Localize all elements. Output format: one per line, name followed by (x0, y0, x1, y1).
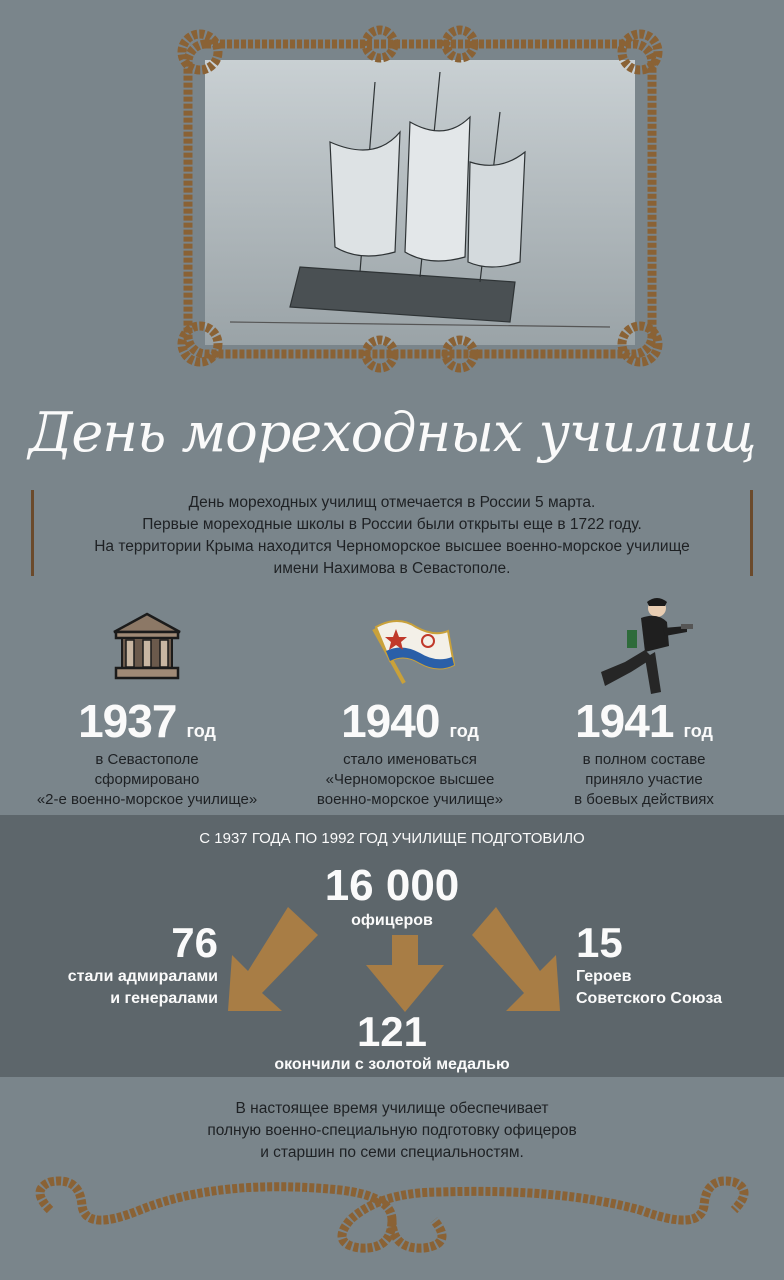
outro-line: и старшин по семи специальностям. (260, 1144, 524, 1161)
intro-line: День мореходных училищ отмечается в России 5 марта. (188, 494, 596, 511)
divider-left (31, 490, 34, 576)
stat-value: 16 000 (324, 861, 460, 910)
intro-line: На территории Крыма находится Черноморское высшее военно-морское училище (94, 538, 690, 555)
stat-gold-medal (242, 1010, 542, 1076)
milestone-unit: год (186, 721, 216, 741)
stat-admirals (20, 920, 218, 1010)
intro-text (40, 492, 744, 580)
rope-ornament-bottom (20, 1170, 764, 1260)
stat-heroes (576, 920, 776, 1010)
stat-value: 121 (356, 1008, 428, 1055)
milestone-year: 1941 (575, 695, 674, 747)
stat-label: и генералами (110, 990, 218, 1007)
outro-text (0, 1098, 784, 1164)
caption-line: приняло участие (585, 771, 703, 788)
caption-line: в боевых действиях (574, 791, 714, 808)
navy-flag-icon (368, 615, 456, 685)
rope-frame-ship-illustration (170, 22, 670, 374)
divider-right (750, 490, 753, 576)
milestone-1941 (514, 694, 774, 810)
milestone-unit: год (449, 721, 479, 741)
arrow-down (366, 935, 444, 1012)
outro-line: В настоящее время училище обеспечивает (235, 1100, 549, 1117)
caption-line: сформировано (94, 771, 200, 788)
caption-line: «2-е военно-морское училище» (36, 791, 258, 808)
page-title: День мореходных училищ (28, 401, 756, 464)
caption-line: военно-морское училище» (316, 791, 504, 808)
intro-line: имени Нахимова в Севастополе. (273, 560, 511, 577)
milestone-year: 1937 (78, 695, 177, 747)
milestone-1937 (17, 694, 277, 810)
milestone-1940 (280, 694, 540, 810)
caption-line: в полном составе (582, 751, 706, 768)
stat-label: окончили с золотой медалью (274, 1056, 510, 1073)
stat-value: 76 (171, 919, 218, 966)
sailor-soldier-icon (595, 596, 697, 696)
caption-line: стало именоваться (343, 751, 477, 768)
stat-label: Советского Союза (576, 990, 723, 1007)
milestone-year: 1940 (341, 695, 440, 747)
caption-line: в Севастополе (95, 751, 199, 768)
stat-label: Героев (576, 968, 632, 985)
stat-label: офицеров (351, 912, 433, 929)
stats-heading: С 1937 ГОДА ПО 1992 ГОД УЧИЛИЩЕ ПОДГОТОВИЛО (199, 830, 585, 847)
building-icon (112, 612, 182, 680)
stat-label: стали адмиралами (67, 968, 218, 985)
outro-line: полную военно-специальную подготовку офицеров (207, 1122, 577, 1139)
milestone-unit: год (683, 721, 713, 741)
stat-total (292, 862, 492, 932)
intro-line: Первые мореходные школы в России были открыты еще в 1722 году. (142, 516, 642, 533)
stat-value: 15 (576, 919, 623, 966)
caption-line: «Черноморское высшее (325, 771, 495, 788)
